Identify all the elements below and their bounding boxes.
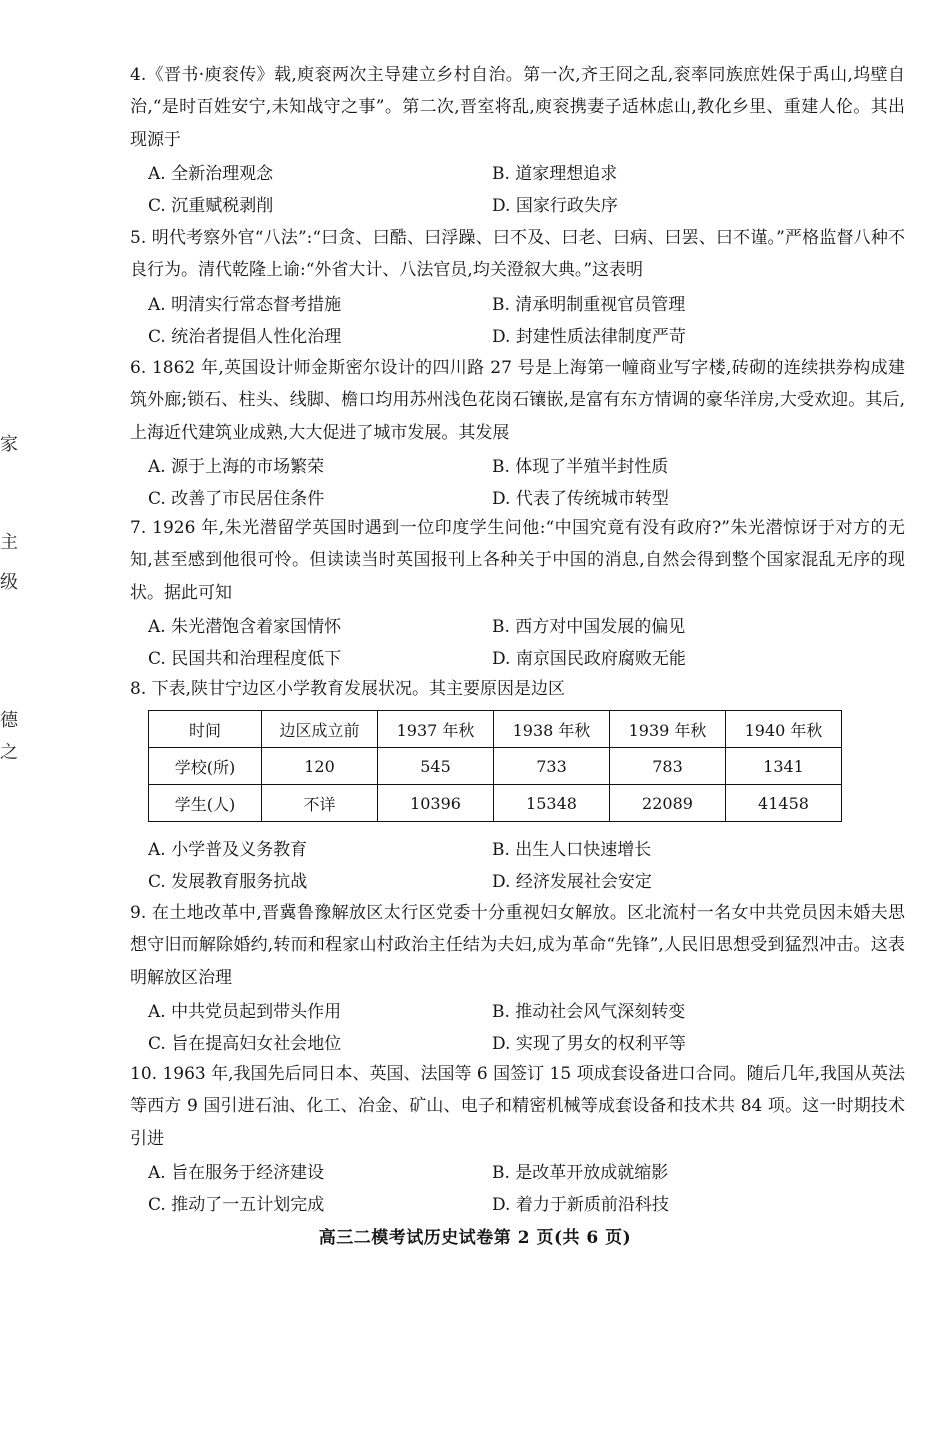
option-d: D. 实现了男女的权利平等: [492, 1034, 686, 1055]
question-8: [130, 673, 905, 705]
table-cell: 22089: [610, 785, 726, 822]
table-cell: 733: [494, 748, 610, 785]
question-9: [130, 897, 905, 1060]
options: [130, 1157, 905, 1222]
table-cell: 41458: [726, 785, 842, 822]
options: [130, 996, 905, 1061]
option-a: A. 旨在服务于经济建设: [148, 1162, 325, 1183]
table-row: [149, 748, 842, 785]
question-stem: 4.《晋书·庾衮传》载,庾衮两次主导建立乡村自治。第一次,齐王冏之乱,衮率同族庶姓保于禹山,坞壁自治,“是时百姓安宁,未知战守之事”。第二次,晋室将乱,庾衮携妻子适林虑山,教化乡里、重建人伦。其出现源于: [130, 65, 905, 150]
option-d: D. 南京国民政府腐败无能: [492, 649, 686, 670]
table-cell: 783: [610, 748, 726, 785]
option-b: B. 西方对中国发展的偏见: [492, 616, 686, 637]
option-d: D. 着力于新质前沿科技: [492, 1195, 669, 1216]
question-6: [130, 352, 905, 515]
options: [130, 451, 905, 516]
table-header-row: [149, 711, 842, 748]
margin-char: 德: [0, 710, 18, 731]
table-header-cell: 1937 年秋: [378, 711, 494, 748]
table-header-cell: 1939 年秋: [610, 711, 726, 748]
table-header-cell: 时间: [149, 711, 262, 748]
option-c: C. 旨在提高妇女社会地位: [148, 1034, 342, 1055]
margin-char: 家: [0, 434, 18, 455]
option-c: C. 推动了一五计划完成: [148, 1195, 325, 1216]
options: [130, 834, 905, 899]
option-a: A. 全新治理观念: [148, 163, 274, 184]
options: [130, 158, 905, 223]
table-cell: 10396: [378, 785, 494, 822]
education-table: [148, 710, 842, 822]
option-c: C. 统治者提倡人性化治理: [148, 326, 342, 347]
option-c: C. 民国共和治理程度低下: [148, 649, 342, 670]
question-8-options: [130, 832, 905, 899]
table-cell: 学校(所): [149, 748, 262, 785]
table-cell: 不详: [262, 785, 378, 822]
table-header-cell: 1938 年秋: [494, 711, 610, 748]
option-b: B. 是改革开放成就缩影: [492, 1162, 669, 1183]
option-d: D. 国家行政失序: [492, 196, 618, 217]
table-header-cell: 1940 年秋: [726, 711, 842, 748]
option-a: A. 明清实行常态督考措施: [148, 294, 342, 315]
table-cell: 1341: [726, 748, 842, 785]
question-stem: 9. 在土地改革中,晋冀鲁豫解放区太行区党委十分重视妇女解放。区北流村一名女中共党员因未婚夫思想守旧而解除婚约,转而和程家山村政治主任结为夫妇,成为革命“先锋”,人民旧思想受到猛烈冲击。这表明解放区治理: [130, 903, 905, 988]
option-b: B. 出生人口快速增长: [492, 840, 652, 860]
option-c: C. 沉重赋税剥削: [148, 196, 274, 217]
options: [130, 289, 905, 354]
option-c: C. 发展教育服务抗战: [148, 872, 308, 893]
option-a: A. 源于上海的市场繁荣: [148, 456, 325, 477]
page-footer: 高三二模考试历史试卷第 2 页(共 6 页): [318, 1228, 632, 1248]
table-cell: 120: [262, 748, 378, 785]
question-stem: 6. 1862 年,英国设计师金斯密尔设计的四川路 27 号是上海第一幢商业写字楼,砖砌的连续拱券构成建筑外廊;锁石、柱头、线脚、檐口均用苏州浅色花岗石镶嵌,是富有东方情调的豪华洋房,大受欢迎。其后,上海近代建筑业成熟,大大促进了城市发展。其发展: [130, 358, 905, 443]
margin-char: 级: [0, 572, 18, 593]
option-b: B. 体现了半殖半封性质: [492, 456, 669, 477]
question-stem: 7. 1926 年,朱光潜留学英国时遇到一位印度学生问他:“中国究竟有没有政府?”朱光潜惊讶于对方的无知,甚至感到他很可怜。但读读当时英国报刊上各种关于中国的消息,自然会得到整个国家混乱无序的现状。据此可知: [130, 518, 905, 603]
option-a: A. 朱光潜饱含着家国情怀: [148, 616, 342, 637]
options: [130, 611, 905, 676]
margin-char: 之: [0, 742, 18, 763]
table-row: [149, 785, 842, 822]
question-10: [130, 1058, 905, 1221]
question-7: [130, 512, 905, 675]
option-d: D. 封建性质法律制度严苛: [492, 326, 686, 347]
option-b: B. 道家理想追求: [492, 163, 618, 184]
option-a: A. 小学普及义务教育: [148, 840, 308, 860]
option-d: D. 代表了传统城市转型: [492, 489, 669, 510]
question-stem: 5. 明代考察外官“八法”:“曰贪、曰酷、曰浮躁、曰不及、曰老、曰病、曰罢、曰不谨。”严格监督八种不良行为。清代乾隆上谕:“外省大计、八法官员,均关澄叙大典。”这表明: [130, 228, 905, 281]
option-b: B. 推动社会风气深刻转变: [492, 1001, 686, 1022]
option-c: C. 改善了市民居住条件: [148, 489, 325, 510]
option-a: A. 中共党员起到带头作用: [148, 1001, 342, 1022]
table-cell: 15348: [494, 785, 610, 822]
option-d: D. 经济发展社会安定: [492, 872, 652, 893]
table-cell: 学生(人): [149, 785, 262, 822]
table-header-cell: 边区成立前: [262, 711, 378, 748]
question-stem: 8. 下表,陕甘宁边区小学教育发展状况。其主要原因是边区: [130, 679, 566, 699]
question-4: [130, 59, 905, 222]
margin-char: 主: [0, 532, 18, 553]
question-stem: 10. 1963 年,我国先后同日本、英国、法国等 6 国签订 15 项成套设备进口合同。随后几年,我国从英法等西方 9 国引进石油、化工、冶金、矿山、电子和精密机械等成套设备和技术共 84 项。这一时期技术引进: [130, 1064, 905, 1149]
table-cell: 545: [378, 748, 494, 785]
question-5: [130, 222, 905, 353]
option-b: B. 清承明制重视官员管理: [492, 294, 686, 315]
